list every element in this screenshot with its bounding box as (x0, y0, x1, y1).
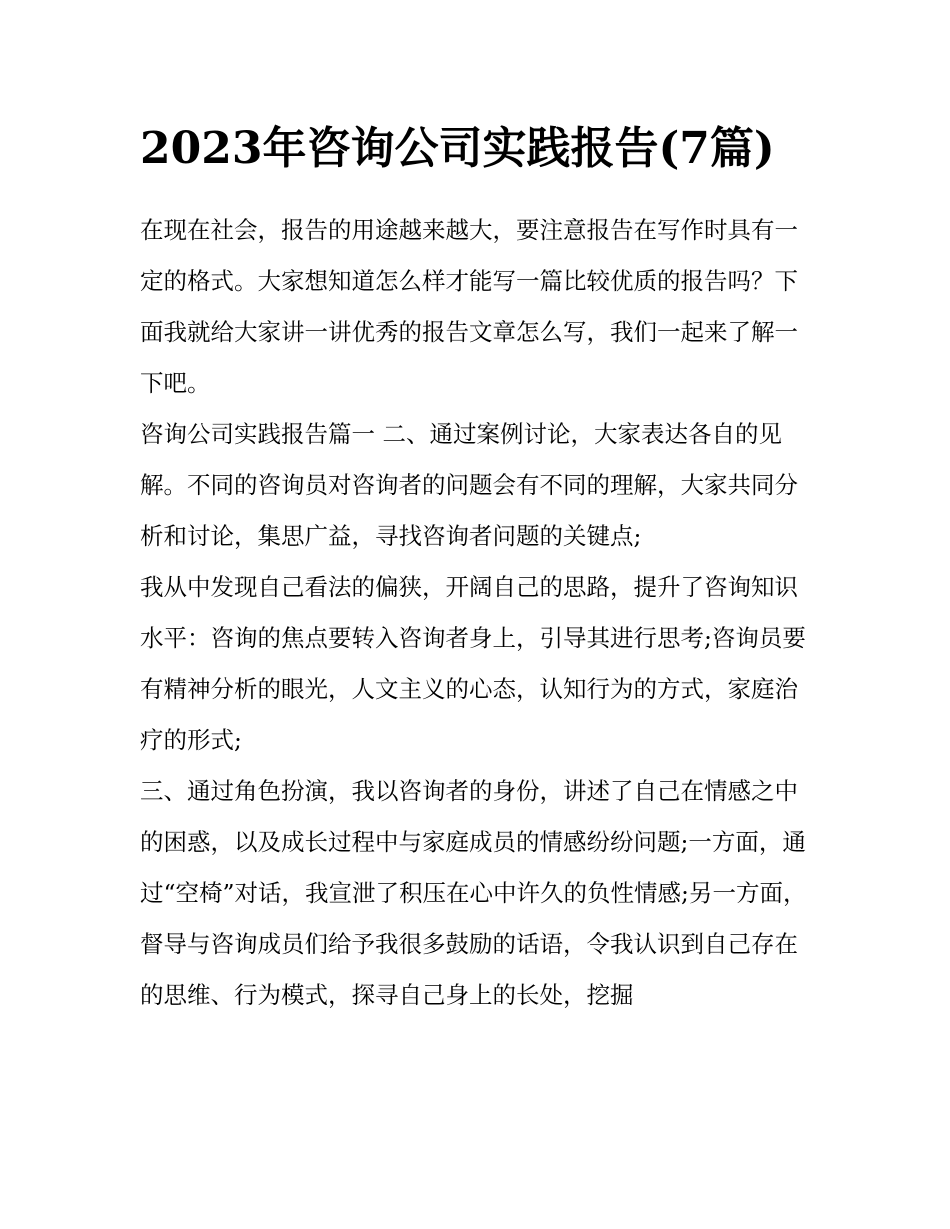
document-content (140, 112, 812, 1021)
document-title: 2023年咨询公司实践报告(7篇) (140, 123, 775, 174)
paragraph-case-discussion: 咨询公司实践报告篇一 二、通过案例讨论，大家表达各自的见解。不同的咨询员对咨询者的问题会有不同的理解，大家共同分析和讨论，集思广益，寻找咨询者问题的关键点; (140, 420, 798, 550)
paragraph-role-play: 三、通过角色扮演，我以咨询者的身份，讲述了自己在情感之中的困惑，以及成长过程中与家庭成员的情感纷纷问题;一方面，通过“空椅”对话，我宣泄了积压在心中许久的负性情感;另一方面，督导与咨询成员们给予我很多鼓励的话语，令我认识到自己存在的思维、行为模式，探寻自己身上的长处，挖掘 (140, 777, 807, 1009)
paragraph-intro: 在现在社会，报告的用途越来越大，要注意报告在写作时具有一定的格式。大家想知道怎么样才能写一篇比较优质的报告吗？下面我就给大家讲一讲优秀的报告文章怎么写，我们一起来了解一下吧。 (140, 216, 798, 397)
document-body (140, 205, 812, 1021)
paragraph-insights: 我从中发现自己看法的偏狭，开阔自己的思路，提升了咨询知识水平：咨询的焦点要转入咨询者身上，引导其进行思考;咨询员要有精神分析的眼光，人文主义的心态，认知行为的方式，家庭治疗的形式; (140, 573, 806, 754)
